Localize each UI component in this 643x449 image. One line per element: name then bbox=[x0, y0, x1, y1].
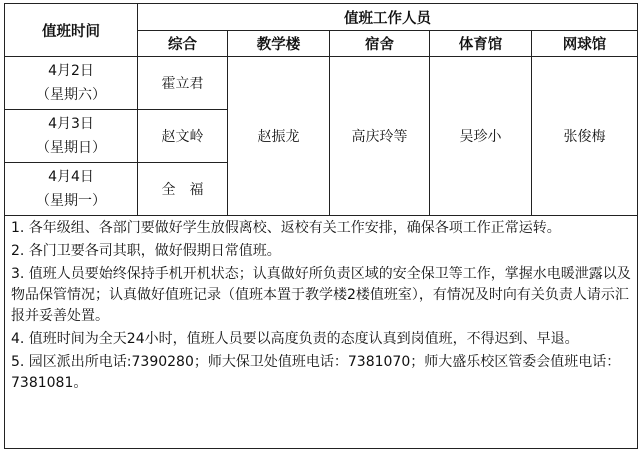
general-staff-cell: 赵文岭 bbox=[138, 110, 228, 163]
note-item: 2. 各门卫要各司其职，做好假期日常值班。 bbox=[11, 243, 281, 259]
weekday-label: （星期一） bbox=[36, 193, 106, 209]
date-cell bbox=[5, 57, 138, 110]
column-header-dormitory: 宿舍 bbox=[330, 31, 430, 57]
dormitory-staff-cell: 高庆玲等 bbox=[330, 57, 430, 216]
general-staff-cell: 霍立君 bbox=[138, 57, 228, 110]
general-staff-cell: 全 福 bbox=[138, 163, 228, 216]
date-cell bbox=[5, 163, 138, 216]
note-item: 4. 值班时间为全天24小时，值班人员要以高度负责的态度认真到岗值班，不得迟到、早退。 bbox=[11, 331, 579, 347]
duty-schedule-table bbox=[4, 3, 638, 449]
tennis-staff-cell: 张俊梅 bbox=[532, 57, 638, 216]
date-cell bbox=[5, 110, 138, 163]
gym-staff-cell: 吴珍小 bbox=[430, 57, 532, 216]
column-header-general: 综合 bbox=[138, 31, 228, 57]
duty-time-header: 值班时间 bbox=[5, 4, 138, 57]
duty-staff-header: 值班工作人员 bbox=[138, 4, 638, 31]
weekday-label: （星期日） bbox=[36, 140, 106, 156]
table-row bbox=[5, 57, 638, 110]
teaching-building-staff-cell: 赵振龙 bbox=[228, 57, 330, 216]
date-label: 4月4日 bbox=[48, 169, 94, 185]
column-header-tennis: 网球馆 bbox=[532, 31, 638, 57]
date-label: 4月3日 bbox=[48, 116, 94, 132]
column-header-gym: 体育馆 bbox=[430, 31, 532, 57]
notes-cell bbox=[5, 216, 638, 449]
note-item: 5. 园区派出所电话:7390280；师大保卫处值班电话：7381070；师大盛乐校区管委会值班电话：7381081。 bbox=[11, 354, 621, 391]
weekday-label: （星期六） bbox=[36, 87, 106, 103]
note-item: 1. 各年级组、各部门要做好学生放假离校、返校有关工作安排，确保各项工作正常运转。 bbox=[11, 220, 561, 236]
date-label: 4月2日 bbox=[48, 63, 94, 79]
note-item: 3. 值班人员要始终保持手机开机状态；认真做好所负责区域的安全保卫等工作，掌握水电暖泄露以及物品保管情况；认真做好值班记录（值班本置于教学楼2楼值班室），有情况及时向有关负责人请示汇报并妥善处置。 bbox=[11, 266, 631, 324]
column-header-teaching-building: 教学楼 bbox=[228, 31, 330, 57]
